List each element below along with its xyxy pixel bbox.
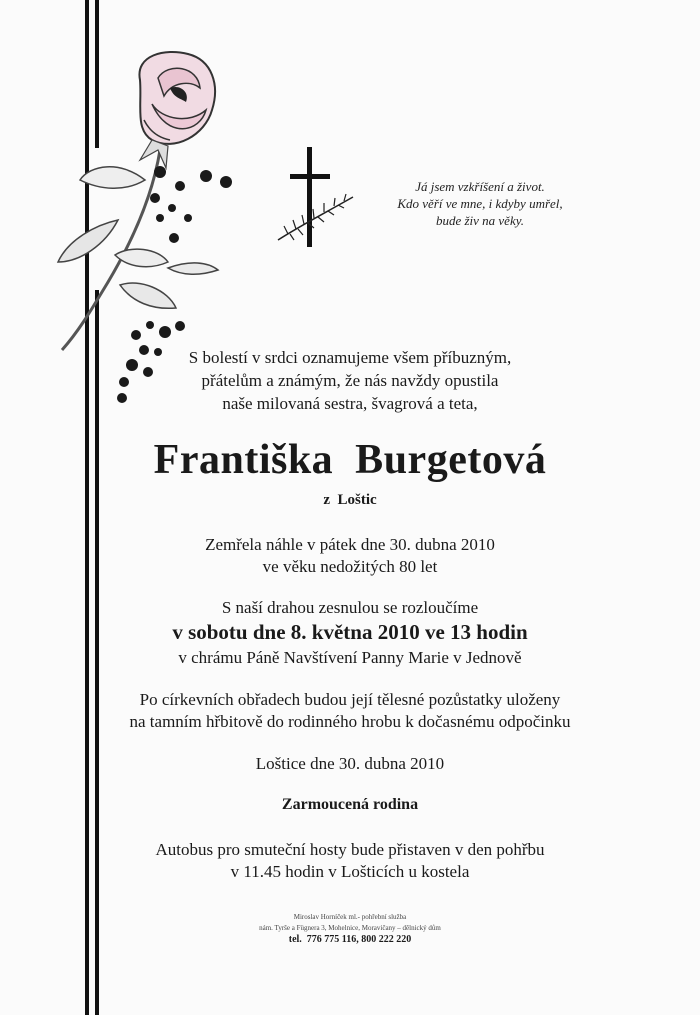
funeral-service-name: Miroslav Horníček ml.- pohřební služba xyxy=(293,913,407,921)
place-date: Loštice dne 30. dubna 2010 xyxy=(255,754,445,773)
motto-quote xyxy=(380,178,580,229)
deceased-name: Františka Burgetová xyxy=(153,437,547,483)
deceased-origin: z Loštic xyxy=(323,492,377,508)
mourners-signature: Zarmoucená rodina xyxy=(281,796,419,813)
announcement-line: naše milovaná sestra, švagrová a teta, xyxy=(222,394,478,413)
funeral-service-phone: tel. 776 775 116, 800 222 220 xyxy=(288,934,412,945)
bus-line: v 11.45 hodin v Lošticích u kostela xyxy=(230,862,470,881)
farewell-place: v chrámu Páně Navštívení Panny Marie v Jednově xyxy=(178,648,522,667)
cross-symbol xyxy=(268,142,358,252)
bus-line: Autobus pro smuteční hosty bude přistaven v den pohřbu xyxy=(155,840,545,859)
announcement-line: přátelům a známým, že nás navždy opustila xyxy=(201,371,499,390)
funeral-service-address: nám. Tyrše a Fügnera 3, Mohelnice, Moravičany – dělnický dům xyxy=(259,924,441,932)
death-line: ve věku nedožitých 80 let xyxy=(262,557,438,576)
death-line: Zemřela náhle v pátek dne 30. dubna 2010 xyxy=(205,535,495,554)
announcement-line: S bolestí v srdci oznamujeme všem příbuzným, xyxy=(188,348,512,367)
motto-line: Kdo věří ve mne, i kdyby umřel, xyxy=(397,196,563,211)
farewell-date: v sobotu dne 8. května 2010 ve 13 hodin xyxy=(172,620,528,644)
motto-line: Já jsem vzkříšení a život. xyxy=(415,179,545,194)
farewell-intro: S naší drahou zesnulou se rozloučíme xyxy=(221,598,479,617)
motto-line: bude živ na věky. xyxy=(435,213,525,228)
burial-line: na tamním hřbitově do rodinného hrobu k dočasnému odpočinku xyxy=(129,712,571,731)
burial-line: Po církevních obřadech budou její tělesné pozůstatky uloženy xyxy=(139,690,561,709)
